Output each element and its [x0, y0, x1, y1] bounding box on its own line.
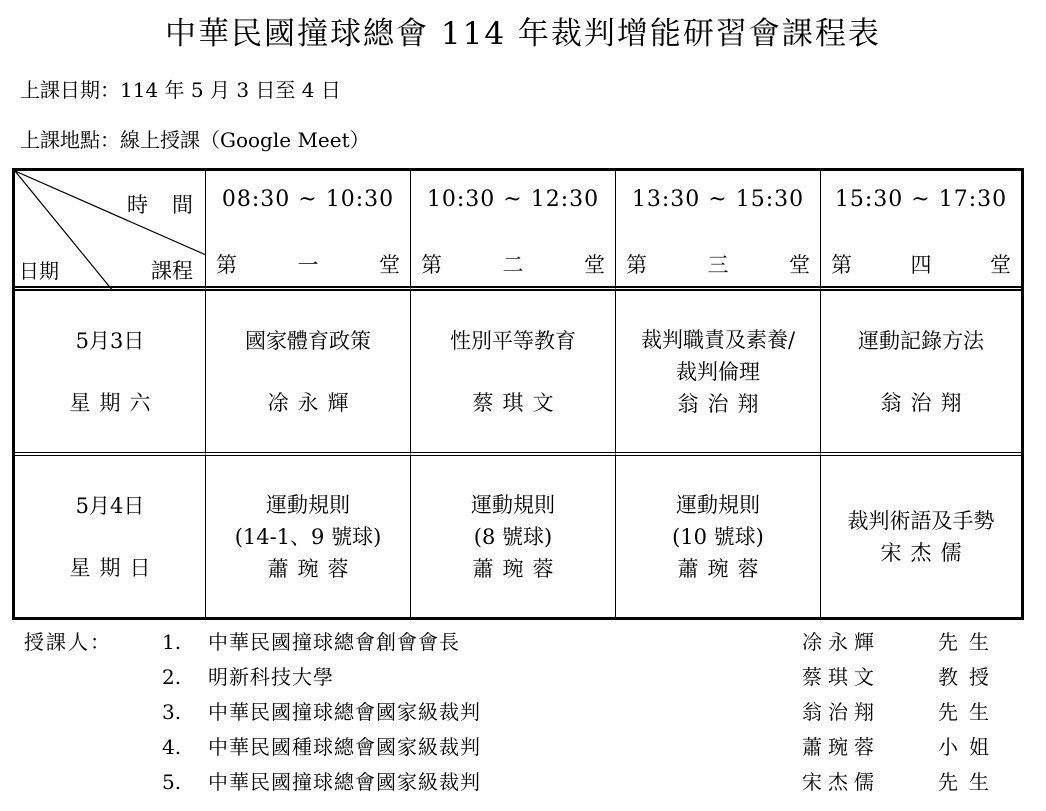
class-cell — [616, 456, 821, 617]
session-period: 第 四 堂 — [831, 253, 1011, 277]
course-name: 運動規則 — [266, 492, 350, 517]
instructor-org: 中華民國撞球總會創會會長 — [208, 630, 460, 654]
course-name: 裁判職責及素養/ — [640, 327, 796, 352]
session-period: 第 二 堂 — [421, 253, 605, 277]
course-name: 國家體育政策 — [245, 328, 371, 353]
day-date: 5月3日 — [75, 328, 145, 353]
session-header-3 — [616, 171, 821, 291]
course-teacher: 宋杰儒 — [880, 540, 971, 565]
day-weekday: 星期六 — [69, 390, 160, 415]
instructor-row — [24, 730, 1024, 765]
corner-time-label: 時間 — [127, 193, 217, 217]
course-name-line2: (8 號球) — [473, 524, 553, 549]
course-name-line2: (14-1、9 號球) — [234, 524, 382, 549]
instructor-name: 宋杰儒 — [802, 770, 880, 794]
course-name: 裁判術語及手勢 — [847, 508, 995, 533]
class-cell — [821, 291, 1021, 456]
instructor-org: 中華民國撞球總會國家級裁判 — [208, 700, 481, 724]
corner-date-label: 日期 — [19, 259, 59, 283]
class-location-info: 上課地點：線上授課（Google Meet） — [20, 128, 370, 152]
session-period: 第 一 堂 — [216, 253, 400, 277]
instructor-title: 先生 — [938, 630, 1000, 654]
session-time: 10:30 ~ 12:30 — [426, 187, 600, 212]
class-cell — [616, 291, 821, 456]
instructor-org: 中華民國撞球總會國家級裁判 — [208, 770, 481, 794]
instructor-title: 先生 — [938, 700, 1000, 724]
course-name: 運動規則 — [676, 492, 760, 517]
class-cell — [411, 456, 616, 617]
day-date: 5月4日 — [75, 493, 145, 518]
instructor-number: 4. — [162, 735, 182, 759]
course-teacher: 蕭琬蓉 — [472, 556, 563, 581]
instructor-number: 1. — [162, 630, 182, 654]
instructor-row — [24, 625, 1024, 660]
instructor-number: 2. — [162, 665, 182, 689]
instructor-list — [24, 625, 1024, 800]
instructor-title: 教授 — [938, 665, 1000, 689]
page-title: 中華民國撞球總會 114 年裁判增能研習會課程表 — [165, 16, 881, 52]
instructor-title: 小姐 — [938, 735, 1000, 759]
day-cell — [15, 291, 206, 456]
corner-header-cell — [15, 171, 217, 291]
course-teacher: 蔡琪文 — [472, 390, 563, 415]
course-teacher: 翁治翔 — [677, 391, 768, 416]
instructor-title: 先生 — [938, 770, 1000, 794]
course-teacher: 蕭琬蓉 — [267, 556, 358, 581]
course-teacher: 凃永輝 — [267, 390, 358, 415]
instructor-number: 3. — [162, 700, 182, 724]
schedule-table — [12, 168, 1024, 620]
class-date-info: 上課日期：114 年 5 月 3 日至 4 日 — [20, 78, 341, 102]
session-time: 15:30 ~ 17:30 — [834, 187, 1008, 212]
course-teacher: 蕭琬蓉 — [677, 556, 768, 581]
corner-course-label: 課程 — [151, 259, 193, 283]
class-cell — [206, 291, 411, 456]
session-header-2 — [411, 171, 616, 291]
instructor-row — [24, 695, 1024, 730]
session-header-4 — [821, 171, 1021, 291]
session-time: 08:30 ~ 10:30 — [221, 187, 395, 212]
instructor-name: 蕭琬蓉 — [802, 735, 880, 759]
instructor-org: 中華民國種球總會國家級裁判 — [208, 735, 481, 759]
course-name: 運動記錄方法 — [858, 328, 984, 353]
class-cell — [821, 456, 1021, 617]
class-cell — [411, 291, 616, 456]
instructor-row — [24, 660, 1024, 695]
day-weekday: 星期日 — [69, 555, 160, 580]
instructor-name: 蔡琪文 — [802, 665, 880, 689]
class-cell — [206, 456, 411, 617]
course-name: 性別平等教育 — [450, 328, 576, 353]
session-header-1 — [206, 171, 411, 291]
course-teacher: 翁治翔 — [880, 390, 971, 415]
instructor-label: 授課人： — [24, 630, 112, 654]
day-cell — [15, 456, 206, 617]
course-name-line2: (10 號球) — [672, 524, 764, 549]
session-period: 第 三 堂 — [626, 253, 810, 277]
instructor-number: 5. — [162, 770, 182, 794]
instructor-org: 明新科技大學 — [208, 665, 334, 689]
course-name-line2: 裁判倫理 — [676, 359, 760, 384]
session-time: 13:30 ~ 15:30 — [631, 187, 805, 212]
instructor-name: 翁治翔 — [802, 700, 880, 724]
course-name: 運動規則 — [471, 492, 555, 517]
instructor-row — [24, 765, 1024, 800]
instructor-name: 凃永輝 — [802, 630, 880, 654]
